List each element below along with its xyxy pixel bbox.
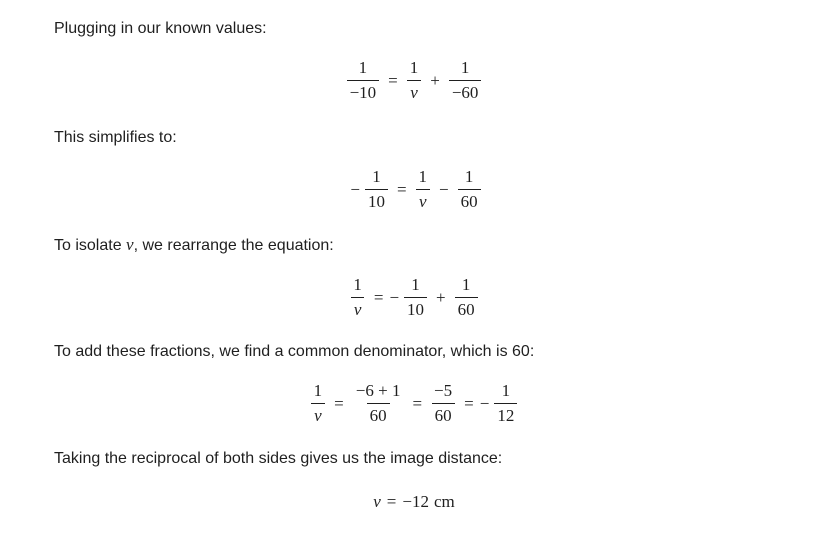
equals-sign: = (464, 393, 474, 413)
equation-known-values (0, 59, 828, 102)
fraction (353, 382, 404, 425)
fraction (494, 382, 517, 425)
numerator: 1 (460, 58, 470, 77)
numerator: 1 (372, 167, 381, 186)
fraction (365, 168, 388, 211)
intro-text: Plugging in our known values: (54, 20, 267, 37)
denominator: 60 (432, 403, 455, 425)
fraction (431, 382, 455, 425)
denominator: 10 (404, 297, 427, 319)
fraction (449, 59, 482, 102)
equals-sign: = (396, 179, 407, 199)
result-unit: cm (433, 492, 455, 511)
fraction (404, 276, 427, 319)
fraction (458, 168, 481, 211)
numerator: 1 (464, 167, 474, 186)
denominator: 60 (367, 403, 390, 425)
numerator: 1 (411, 275, 420, 294)
common-denominator-text: To add these fractions, we find a common denominator, which is 60: (54, 343, 535, 360)
isolate-text-pre: To isolate (54, 237, 127, 254)
fraction (347, 59, 380, 102)
denominator: v (416, 189, 430, 211)
denominator: 60 (455, 297, 478, 319)
minus-sign: − (479, 393, 490, 413)
minus-sign: − (389, 287, 400, 307)
equals-sign: = (373, 287, 384, 307)
denominator: −10 (347, 80, 380, 102)
numerator: 1 (353, 275, 362, 294)
result-value: −12 (402, 492, 429, 511)
isolate-text (54, 235, 334, 256)
result-variable: v (373, 492, 381, 511)
fraction (311, 382, 326, 425)
denominator: v (351, 297, 365, 319)
simplifies-text: This simplifies to: (54, 129, 177, 146)
reciprocal-text: Taking the reciprocal of both sides gives us the image distance: (54, 450, 503, 467)
minus-sign: − (439, 179, 449, 199)
equals-sign: = (334, 393, 344, 413)
denominator: −60 (449, 80, 482, 102)
numerator: 1 (418, 167, 428, 186)
fraction (416, 168, 431, 211)
numerator: −6 + 1 (355, 381, 401, 400)
numerator: 1 (358, 58, 368, 77)
denominator: v (407, 80, 421, 102)
denominator: v (311, 403, 325, 425)
denominator: 10 (365, 189, 388, 211)
equation-common-denominator (0, 382, 828, 425)
denominator: 12 (494, 403, 517, 425)
isolate-text-post: , we rearrange the equation: (133, 237, 334, 254)
denominator: 60 (458, 189, 481, 211)
fraction (350, 276, 365, 319)
fraction (455, 276, 478, 319)
equals-sign: = (386, 492, 397, 511)
numerator: 1 (461, 275, 471, 294)
equation-simplified (0, 168, 828, 211)
equals-sign: = (388, 70, 398, 90)
equation-result (0, 492, 828, 512)
plus-sign: + (436, 287, 446, 307)
numerator: −5 (434, 381, 453, 400)
numerator: 1 (313, 381, 323, 400)
minus-sign: − (350, 179, 360, 199)
variable-v: v (126, 235, 134, 254)
plus-sign: + (430, 70, 440, 90)
numerator: 1 (409, 58, 419, 77)
equation-rearranged (0, 276, 828, 319)
numerator: 1 (501, 381, 511, 400)
equals-sign: = (412, 393, 423, 413)
fraction (407, 59, 422, 102)
